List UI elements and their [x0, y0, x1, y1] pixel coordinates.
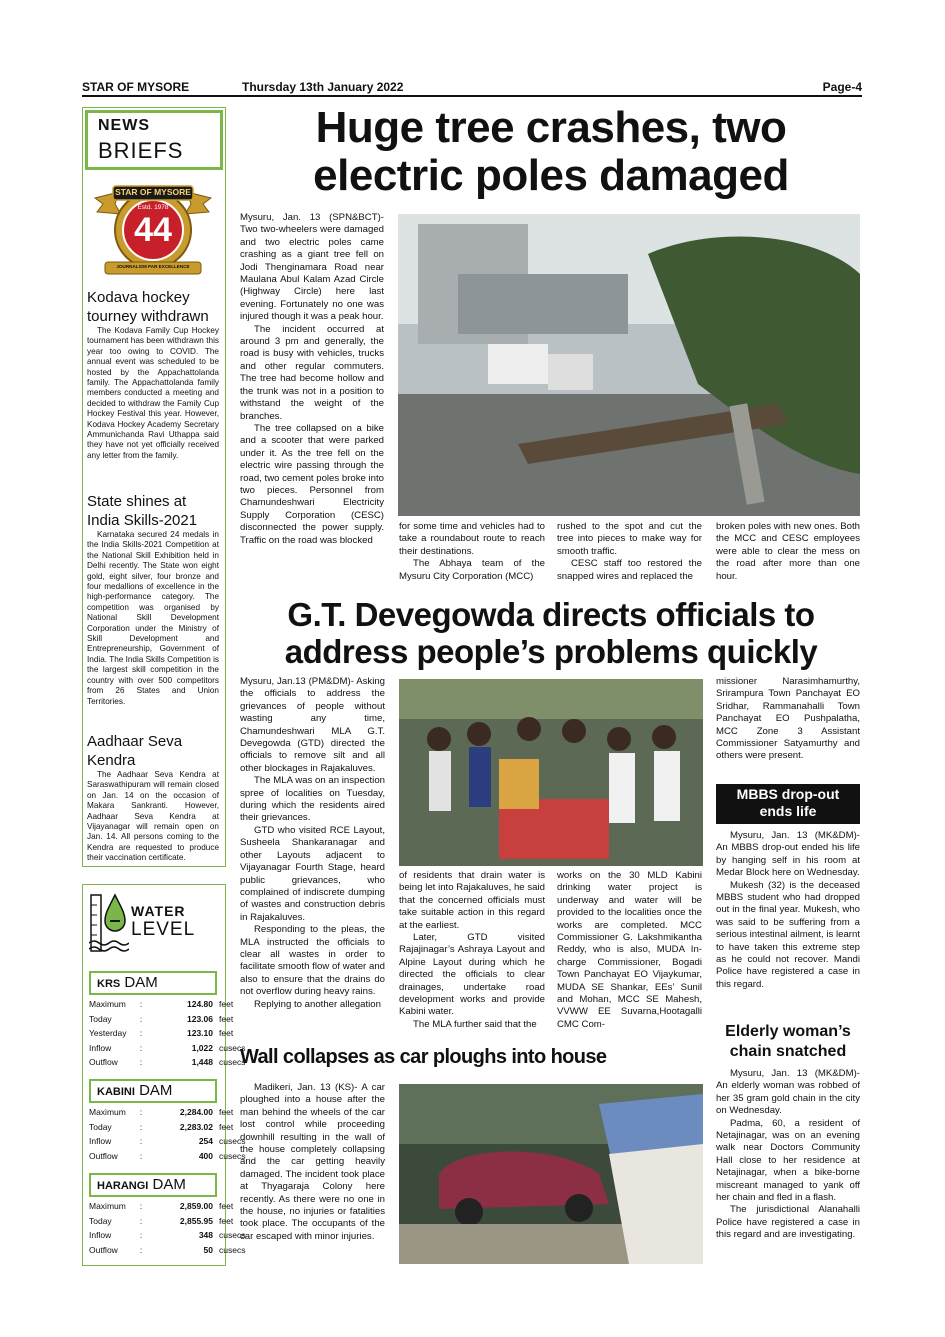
dam-row-unit: feet	[219, 1107, 234, 1117]
brief-para: Karnataka secured 24 medals in the India Skills-2021 Competition at the National Skill Exhibition held in Delhi recently. The State won eight gold, eight silver, four bronze and four medallions of excellence in the high-performance category. The competition was organised by National Skill Development Corporation under the Ministry of Skill Development and Entrepreneurship, Government of India. The India Skills Competition is the largest skill competition in the country with over 500 competitors from 26 States and Union Territories.	[87, 530, 219, 706]
story5-para: The jurisdictional Alanahalli Police have registered a case in this regard and are investigating.	[716, 1204, 860, 1241]
dam-row-value: 400	[198, 1150, 213, 1161]
issue-date: Thursday 13th January 2022	[242, 80, 404, 94]
dam-row: Maximum : 2,284.00 feet	[89, 1105, 245, 1120]
paper-name: STAR OF MYSORE	[82, 80, 190, 94]
story1-para: The incident occurred at around 3 pm and generally, the road is busy with vehicles, trucks and other regular commuters. The tree had become hollow and the trunk was not in a position to withstand the weight of the branches.	[240, 323, 384, 422]
logo-banner: STAR OF MYSORE	[115, 187, 191, 197]
dam-row-value: 123.06	[187, 1013, 213, 1024]
dam-row: Outflow : 400 cusecs	[89, 1149, 245, 1164]
story3-headline-line2: ends life	[759, 803, 817, 819]
dam-suffix: DAM	[139, 1082, 173, 1099]
dam-row: Outflow : 1,448 cusecs	[89, 1055, 245, 1070]
story2-para: The MLA was on an inspection spree of localities on Tuesday, during which the residents aired their grievances.	[240, 775, 385, 824]
story2-para: Later, GTD visited Rajajinagar’s Ashraya Layout and Alpine Layout during which he directed the officials to clear drainages, undertake road development works and provide Kabini water.	[399, 932, 545, 1018]
story1-col4	[716, 521, 860, 583]
story4-para: Madikeri, Jan. 13 (KS)- A car ploughed into a house after the man behind the wheels of the car lost control while proceeding downhill resulting in the wall of the house completely collapsing and the car getting heavily damaged. The incident took place at Thyagaraja Colony here recently. As there were no one in the house, no injuries or fatalities took place. The occupants of the car escaped with minor injuries.	[240, 1082, 385, 1242]
dam-row: Today : 123.06 feet	[89, 1012, 245, 1027]
brief-text	[87, 770, 219, 864]
dam-row-unit: cusecs	[219, 1057, 246, 1068]
dam-row-unit: cusecs	[219, 1042, 246, 1053]
story2-headline	[236, 596, 866, 670]
water-gauge-icon	[89, 891, 129, 957]
dam-row-label: Maximum	[89, 1107, 126, 1117]
story1-para: Mysuru, Jan. 13 (SPN&BCT)- Two two-wheelers were damaged and two electric poles came crashing as a giant tree fell on Jodi Thenginamara Road near Maulana Abul Kalam Azad Circle (Highway Circle) here last evening. Fortunately no one was injured though it was a peak hour.	[240, 212, 384, 323]
dam-suffix: DAM	[152, 1176, 186, 1193]
dam-row-value: 2,859.00	[179, 1201, 213, 1211]
dam-krs-header	[89, 971, 217, 995]
story3-headline	[716, 784, 860, 824]
water-title-bottom: LEVEL	[131, 919, 196, 940]
anniversary-logo	[91, 178, 215, 286]
dam-row-value: 1,022	[191, 1042, 213, 1053]
car-crash-photo-icon	[399, 1084, 703, 1264]
story5-headline-line2: chain snatched	[729, 1043, 847, 1060]
dam-row-unit: feet	[219, 1121, 234, 1132]
dam-row-unit: cusecs	[219, 1150, 246, 1161]
masthead-rule	[82, 95, 862, 97]
dam-kabini-table	[89, 1105, 245, 1163]
dam-row: Inflow : 348 cusecs	[89, 1228, 245, 1243]
dam-row-label: Inflow	[89, 1136, 112, 1147]
brief-para: The Kodava Family Cup Hockey tournament has been withdrawn this year too owing to COVID. The annual event was scheduled to be hosted by the Appachattolanda family. The Appachattolanda family members conducted a meeting and decided to withdraw the Family Cup Hockey Festival this year. However, Kodava Hockey Academy Secretary Ammunichanda Ravi Uthappa said they have not yet officially received any letter from the family.	[87, 326, 219, 460]
brief-aadhaar	[87, 732, 219, 864]
story2-para: of residents that drain water is being let into Rajakaluves, he said that the concerned officials must take suitable action in this regard at the earliest.	[399, 870, 545, 931]
story5-headline-line1: Elderly woman’s	[725, 1023, 851, 1040]
story2-col2	[399, 870, 545, 1031]
dam-row-label: Today	[89, 1013, 112, 1024]
story1-para: The Abhaya team of the Mysuru City Corporation (MCC)	[399, 558, 545, 582]
logo-number: 44	[134, 211, 172, 249]
dam-prefix: KABINI	[97, 1086, 135, 1098]
story1-col1	[240, 212, 384, 547]
story2-headline-line2: address people’s problems quickly	[284, 633, 818, 670]
dam-prefix: KRS	[97, 978, 121, 990]
story2-para: The MLA further said that the	[413, 1018, 537, 1030]
dam-row-value: 123.10	[187, 1028, 213, 1039]
logo-tagline: JOURNALISM PAR EXCELLENCE	[116, 264, 190, 269]
story3-para: Mukesh (32) is the deceased MBBS student who had dropped out in the final year. Mukesh, who was said to be suffering from a serious intestinal ailment, is learnt to have taken this extreme step as he could not recover. Mandi Police have registered a case in this regard.	[716, 879, 860, 990]
dam-row: Today : 2,283.02 feet	[89, 1120, 245, 1135]
story3-para: Mysuru, Jan. 13 (MK&DM)- An MBBS drop-out ended his life by hanging self in his room at Medar Block here on Wednesday.	[716, 830, 860, 879]
dam-row-value: 50	[203, 1244, 213, 1255]
news-briefs-box	[82, 107, 226, 867]
dam-row-label: Yesterday	[89, 1028, 127, 1039]
story3-body	[716, 830, 860, 991]
story1-col2	[399, 521, 545, 583]
dam-row-value: 2,284.00	[179, 1107, 213, 1117]
dam-row-unit: feet	[219, 1215, 234, 1226]
logo-estd: Estd. 1978	[137, 204, 169, 211]
story2-col3	[557, 870, 702, 1031]
tree-crash-photo-icon	[398, 214, 860, 516]
gtd-meeting-photo	[399, 679, 703, 866]
story4-headline: Wall collapses as car ploughs into house	[240, 1046, 607, 1068]
story1-col3	[557, 521, 702, 583]
dam-row-value: 348	[198, 1230, 213, 1241]
dam-row: Inflow : 254 cusecs	[89, 1134, 245, 1149]
car-crash-photo	[399, 1084, 703, 1264]
story2-para: Mysuru, Jan.13 (PM&DM)- Asking the officials to address the grievances of people without wasting any time, Chamundeshwari MLA G.T. Devegowda (GTD) directed the officials to remove silt and all other blockages in Rajakaluves.	[240, 676, 385, 774]
brief-para: The Aadhaar Seva Kendra at Saraswathipuram will remain closed on Jan. 14 on the occasion of Makara Sankranti. However, Aadhaar Seva Kendra at Vijayanagar will remain open on Jan. 14. All persons coming to the Kendra are requested to produce their vaccination certificate.	[87, 770, 219, 863]
brief-text	[87, 326, 219, 461]
tree-crash-photo	[398, 214, 860, 516]
dam-prefix: HARANGI	[97, 1180, 149, 1192]
briefs-label: BRIEFS	[98, 138, 184, 163]
page-number: Page-4	[822, 80, 862, 94]
dam-kabini-header	[89, 1079, 217, 1103]
dam-row: Maximum : 2,859.00 feet	[89, 1199, 245, 1214]
story1-para: The tree collapsed on a bike and a scooter that were parked under it. As the tree fell on the electric wire passing through the road, two cement poles broke into two pieces. Personnel from Chamundeshwari Electricity Supply Corporation (CESC) disconnected the power supply. Traffic on the road was blocked	[240, 422, 384, 546]
story2-para: Replying to another allegation	[254, 998, 381, 1010]
story2-headline-line1: G.T. Devegowda directs officials to	[287, 596, 815, 633]
brief-india-skills	[87, 492, 219, 707]
dam-row: Today : 2,855.95 feet	[89, 1214, 245, 1229]
story2-para: GTD who visited RCE Layout, Susheela Shankaranagar and other Layouts adjacent to Vijayanagar Fourth Stage, heard public grievances, who complained of indiscrete dumping of wastes and construction debris in Rajakaluves.	[240, 824, 385, 923]
dam-row-label: Maximum	[89, 1201, 126, 1211]
dam-row-label: Inflow	[89, 1230, 112, 1241]
gtd-meeting-photo-icon	[399, 679, 703, 866]
dam-harangi-header	[89, 1173, 217, 1197]
dam-harangi-table	[89, 1199, 245, 1257]
story2-para: works on the 30 MLD Kabini drinking water project is underway and water will be provided to the localities once the works are completed. MCC Commissioner G. Lakshmikantha Reddy, who is also, MUDA In-charge Commissioner, Bogadi Town Panchayat EO Vijaykumar, MUDA SE Shankar, EEs’ Sunil and Mohan, MCC SE Mahesh, VVWW EE Suvarna,Hootagalli CMC Com-	[557, 870, 702, 1030]
story1-headline-line1: Huge tree crashes, two	[315, 103, 787, 152]
dam-row-label: Outflow	[89, 1057, 118, 1068]
dam-krs-table	[89, 997, 245, 1070]
dam-row-unit: cusecs	[219, 1244, 246, 1255]
dam-row: Maximum : 124.80 feet	[89, 997, 245, 1012]
story3-headline-line1: MBBS drop-out	[736, 786, 840, 802]
dam-row-label: Outflow	[89, 1244, 118, 1255]
story1-headline-line2: electric poles damaged	[313, 151, 789, 200]
brief-headline: Aadhaar Seva Kendra	[87, 733, 183, 769]
story1-para: for some time and vehicles had to take a roundabout route to reach their destinations.	[399, 521, 545, 557]
dam-row-unit: feet	[219, 1201, 234, 1211]
dam-row-label: Maximum	[89, 999, 126, 1009]
dam-row-label: Today	[89, 1215, 112, 1226]
dam-suffix: DAM	[124, 974, 158, 991]
dam-row-unit: feet	[219, 1028, 234, 1039]
story4-body	[240, 1082, 385, 1243]
dam-row-value: 124.80	[187, 999, 213, 1009]
dam-row: Yesterday : 123.10 feet	[89, 1026, 245, 1041]
dam-row-label: Inflow	[89, 1042, 112, 1053]
brief-text	[87, 530, 219, 707]
story2-col4	[716, 676, 860, 763]
brief-headline: Kodava hockey tourney withdrawn	[87, 289, 209, 325]
water-level-box	[82, 884, 246, 1266]
dam-row-unit: cusecs	[219, 1230, 246, 1241]
dam-row-value: 254	[198, 1136, 213, 1147]
story1-headline	[236, 104, 866, 200]
dam-row-unit: cusecs	[219, 1136, 246, 1147]
dam-row-value: 2,855.95	[179, 1215, 213, 1226]
dam-row-value: 2,283.02	[179, 1121, 213, 1132]
dam-row-unit: feet	[219, 1013, 234, 1024]
story2-col1	[240, 676, 385, 1011]
story5-para: Padma, 60, a resident of Netajinagar, was on an evening walk near Doctors Community Hall close to her residence at Netajinagar, when a bike-borne miscreant managed to yank off her chain and fled in a flash.	[716, 1117, 860, 1204]
dam-row-label: Outflow	[89, 1150, 118, 1161]
story2-para: missioner Narasimhamurthy, Srirampura Town Panchayat EO Sridhar, Rammanahalli Town Panchayat EO Pushpalatha, MCC Zone 3 Assistant Commissioner Satyamurthy and others were present.	[716, 676, 860, 762]
dam-row: Outflow : 50 cusecs	[89, 1243, 245, 1258]
dam-row-value: 1,448	[191, 1057, 213, 1068]
briefs-title-box	[85, 110, 223, 170]
brief-headline: State shines at India Skills-2021	[87, 493, 198, 529]
dam-row-unit: feet	[219, 999, 234, 1009]
story1-para: CESC staff too restored the snapped wires and replaced the	[557, 558, 702, 582]
water-title-top: WATER	[131, 903, 186, 919]
story1-para: broken poles with new ones. Both the MCC and CESC employees were able to clear the mess on the road after more than one hour.	[716, 521, 860, 582]
story5-para: Mysuru, Jan. 13 (MK&DM)- An elderly woman was robbed of her 35 gram gold chain in the city on Wednesday.	[716, 1068, 860, 1117]
brief-kodava	[87, 288, 219, 461]
story5-body	[716, 1068, 860, 1242]
dam-row-label: Today	[89, 1121, 112, 1132]
story5-headline	[716, 1022, 860, 1062]
story1-para: rushed to the spot and cut the tree into pieces to make way for smooth traffic.	[557, 521, 702, 557]
news-label: NEWS	[98, 117, 150, 134]
story2-para: Responding to the pleas, the MLA instructed the officials to clear all wastes in order to facilitate smooth flow of water and also to ensure that the drains do not overflow during heavy rains.	[240, 924, 385, 998]
dam-row: Inflow : 1,022 cusecs	[89, 1041, 245, 1056]
